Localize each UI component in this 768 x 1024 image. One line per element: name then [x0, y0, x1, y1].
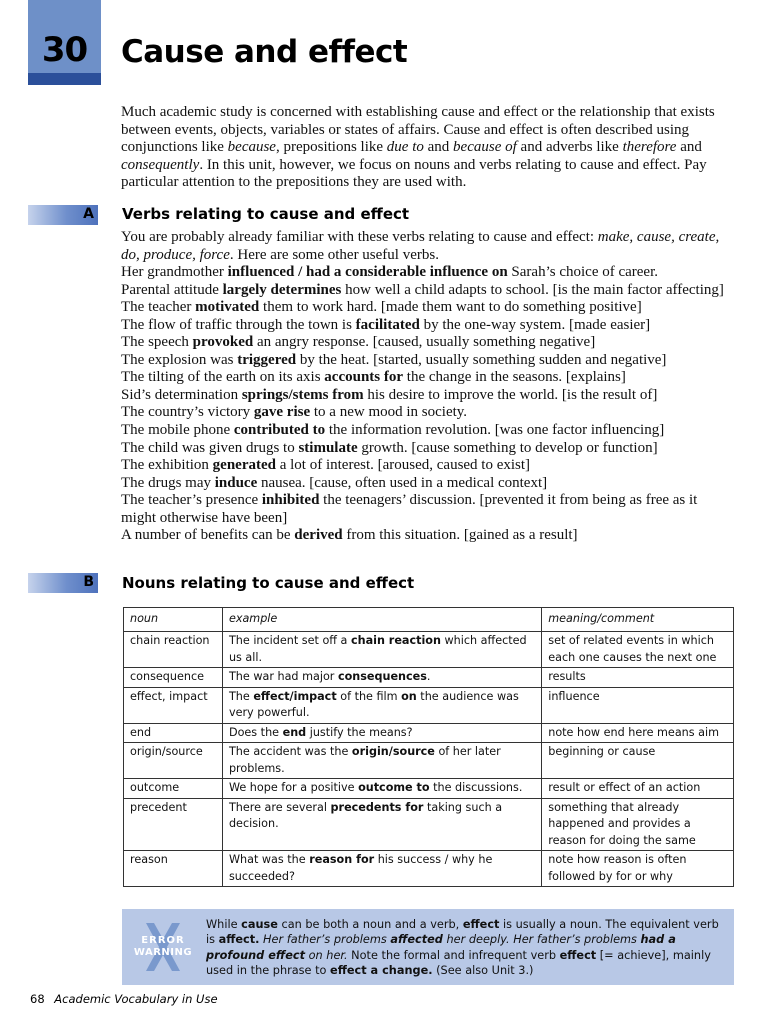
- text-run: There are several: [228, 800, 331, 814]
- noun-cell: outcome: [124, 779, 223, 799]
- text-run: can be both a noun and a verb,: [277, 918, 463, 931]
- text-run: The country’s victory: [121, 404, 254, 421]
- table-row: [124, 743, 734, 779]
- italic-term: her deeply. Her father’s problems: [442, 933, 641, 947]
- italic-term: due to: [386, 139, 424, 156]
- text-run: A number of benefits can be: [121, 527, 295, 544]
- text-run: of the film: [336, 689, 402, 703]
- text-run: the teenagers’ discussion. [prevented it from being as free as it might otherwise have been]: [121, 492, 698, 526]
- text-run: While: [206, 918, 242, 931]
- text-run: Her grandmother: [121, 264, 228, 281]
- text-run: The tilting of the earth on its axis: [121, 369, 325, 386]
- warning-word-1: ERROR: [141, 935, 185, 946]
- text-run: by the one-way system. [made easier]: [419, 316, 651, 333]
- example-sentence: [121, 352, 727, 370]
- text-run: how well a child adapts to school. [is the main factor affecting]: [341, 281, 724, 298]
- italic-term: because of: [453, 139, 517, 156]
- text-run: Note the formal and infrequent verb: [347, 948, 560, 962]
- example-cell: [222, 851, 541, 887]
- bold-term: stimulate: [298, 439, 358, 456]
- text-run: The teacher: [121, 299, 196, 316]
- bold-italic-term: had a profound effect: [206, 933, 676, 962]
- table-row: [124, 687, 734, 723]
- example-sentence: [121, 475, 727, 493]
- text-run: of her later problems.: [228, 745, 501, 775]
- example-sentence: [121, 317, 727, 335]
- unit-number: 30: [41, 30, 88, 70]
- text-run: Does the: [228, 725, 283, 739]
- meaning-cell: influence: [542, 687, 734, 723]
- page-title: Cause and effect: [121, 34, 408, 70]
- text-run: What was the: [228, 853, 310, 866]
- noun-cell: reason: [124, 851, 223, 887]
- text-run: growth. [cause something to develop or function]: [357, 439, 658, 456]
- italic-term: on her.: [305, 948, 348, 962]
- example-cell: [222, 668, 541, 688]
- example-sentence: [121, 457, 727, 475]
- italic-term: Her father’s problems: [263, 933, 391, 947]
- error-warning-box: [122, 909, 734, 985]
- section-b-heading: Nouns relating to cause and effect: [122, 574, 415, 592]
- bold-term: outcome to: [358, 781, 430, 794]
- bold-term: contributed to: [233, 422, 326, 439]
- text-run: his desire to improve the world. [is the result of]: [363, 386, 658, 403]
- bold-term: effect/impact: [253, 689, 337, 703]
- italic-term: consequently: [121, 156, 200, 173]
- text-run: the discussions.: [429, 781, 523, 794]
- bold-term: facilitated: [355, 316, 420, 333]
- bold-term: affect.: [218, 933, 260, 947]
- table-row: [124, 632, 734, 668]
- bold-term: provoked: [192, 334, 254, 351]
- example-sentence: [121, 527, 727, 545]
- text-run: . In this unit, however, we focus on nouns and verbs relating to cause and effect. Pay particular attention to the prepositions they are used with.: [121, 156, 707, 191]
- bold-term: cause: [241, 918, 278, 931]
- italic-term: make, cause, create, do, produce, force: [121, 229, 720, 263]
- text-run: an angry response. [caused, usually something negative]: [253, 334, 596, 351]
- text-run: We hope for a positive: [228, 781, 359, 794]
- example-cell: [222, 798, 541, 851]
- text-run: The exhibition: [121, 457, 213, 474]
- meaning-cell: note how end here means aim: [542, 723, 734, 743]
- bold-term: reason for: [309, 853, 375, 866]
- meaning-cell: set of related events in which each one causes the next one: [542, 632, 734, 668]
- error-warning-icon: [132, 917, 194, 977]
- example-cell: [222, 779, 541, 799]
- bold-term: inhibited: [261, 492, 320, 509]
- text-run: You are probably already familiar with these verbs relating to cause and effect:: [121, 229, 598, 245]
- example-sentence: [121, 440, 727, 458]
- text-run: The incident set off a: [228, 634, 351, 647]
- text-run: the change in the seasons. [explains]: [403, 369, 626, 386]
- bold-term: effect: [559, 948, 597, 962]
- column-header-noun: noun: [124, 608, 223, 632]
- bold-term: effect: [462, 918, 500, 931]
- bold-term: gave rise: [253, 404, 311, 421]
- text-run: The teacher’s presence: [121, 492, 262, 509]
- text-run: Parental attitude: [121, 281, 223, 298]
- text-run: is usually a noun. The equivalent verb is: [206, 918, 719, 947]
- text-run: the audience was very powerful.: [228, 689, 519, 719]
- text-run: The flow of traffic through the town is: [121, 316, 356, 333]
- bold-term: influenced / had a considerable influence on: [227, 264, 508, 281]
- text-run: to a new mood in society.: [310, 404, 468, 421]
- text-run: and: [676, 139, 702, 156]
- bold-term: precedents for: [330, 800, 424, 814]
- example-sentence: [121, 492, 727, 527]
- nouns-table: [123, 607, 734, 887]
- text-run: Sarah’s choice of career.: [507, 264, 659, 281]
- text-run: The speech: [121, 334, 193, 351]
- text-run: and: [423, 139, 454, 156]
- column-header-example: example: [222, 608, 541, 632]
- noun-cell: precedent: [124, 798, 223, 851]
- text-run: The child was given drugs to: [121, 439, 299, 456]
- bold-term: chain reaction: [350, 634, 441, 647]
- example-sentence: [121, 387, 727, 405]
- meaning-cell: something that already happened and provides a reason for doing the same: [542, 798, 734, 851]
- text-run: The mobile phone: [121, 422, 234, 439]
- meaning-cell: results: [542, 668, 734, 688]
- noun-cell: end: [124, 723, 223, 743]
- noun-cell: origin/source: [124, 743, 223, 779]
- table-row: [124, 723, 734, 743]
- table-row: [124, 668, 734, 688]
- text-run: and adverbs like: [516, 139, 623, 156]
- section-a-tab: [28, 205, 98, 225]
- table-row: [124, 851, 734, 887]
- example-sentence: [121, 369, 727, 387]
- bold-term: induce: [214, 474, 258, 491]
- bold-term: springs/stems from: [241, 386, 364, 403]
- bold-term: largely determines: [222, 281, 342, 298]
- section-a-body: [121, 229, 727, 545]
- intro-paragraph: [121, 104, 727, 192]
- italic-term: therefore: [622, 139, 677, 156]
- example-sentence: [121, 264, 727, 282]
- unit-number-box: [28, 0, 101, 85]
- section-b-letter: B: [83, 574, 94, 590]
- meaning-cell: result or effect of an action: [542, 779, 734, 799]
- text-run: by the heat. [started, usually something sudden and negative]: [296, 351, 667, 368]
- example-sentence: [121, 404, 727, 422]
- noun-cell: effect, impact: [124, 687, 223, 723]
- text-run: The: [228, 689, 254, 703]
- bold-term: derived: [294, 527, 343, 544]
- example-sentence: [121, 229, 727, 264]
- text-run: taking such a decision.: [228, 800, 503, 830]
- table-row: [124, 798, 734, 851]
- example-cell: [222, 687, 541, 723]
- section-a-letter: A: [83, 206, 94, 222]
- text-run: Much academic study is concerned with establishing cause and effect or the relationship that exists between events, objects, variables or states of affairs. Cause and effect is often described using conjunctions like: [121, 104, 715, 156]
- text-run: , prepositions like: [275, 139, 387, 156]
- italic-term: because: [227, 139, 276, 156]
- warning-word-2: WARNING: [133, 947, 193, 958]
- text-run: The accident was the: [228, 745, 352, 758]
- example-cell: [222, 743, 541, 779]
- example-sentence: [121, 334, 727, 352]
- bold-term: triggered: [237, 351, 297, 368]
- example-cell: [222, 632, 541, 668]
- bold-term: on: [401, 689, 417, 703]
- text-run: Sid’s determination: [121, 386, 242, 403]
- text-run: The war had major: [228, 670, 338, 683]
- text-run: justify the means?: [306, 725, 413, 739]
- text-run: a lot of interest. [aroused, caused to exist]: [275, 457, 531, 474]
- example-sentence: [121, 282, 727, 300]
- example-cell: [222, 723, 541, 743]
- example-sentence: [121, 299, 727, 317]
- column-header-meaning: meaning/comment: [542, 608, 734, 632]
- bold-term: origin/source: [351, 745, 435, 758]
- section-b-tab: [28, 573, 98, 593]
- text-run: . Here are some other useful verbs.: [229, 246, 439, 263]
- section-a-heading: Verbs relating to cause and effect: [122, 205, 410, 223]
- bold-term: generated: [212, 457, 276, 474]
- noun-cell: chain reaction: [124, 632, 223, 668]
- book-title: Academic Vocabulary in Use: [54, 992, 218, 1006]
- page-number: 68: [30, 992, 45, 1006]
- bold-italic-term: affected: [390, 933, 443, 947]
- bold-term: effect a change.: [330, 964, 433, 978]
- text-run: nausea. [cause, often used in a medical context]: [257, 474, 548, 491]
- bold-term: end: [282, 725, 307, 739]
- text-run: The drugs may: [121, 474, 215, 491]
- table-row: [124, 779, 734, 799]
- text-run: (See also Unit 3.): [432, 964, 534, 978]
- example-sentence: [121, 422, 727, 440]
- page-footer: [30, 992, 218, 1006]
- warning-text: [206, 917, 726, 979]
- text-run: his success / why he succeeded?: [228, 853, 493, 883]
- bold-term: motivated: [195, 299, 260, 316]
- unit-box-strip: [28, 73, 101, 85]
- table-header-row: [124, 608, 734, 632]
- text-run: the information revolution. [was one factor influencing]: [325, 422, 665, 439]
- noun-cell: consequence: [124, 668, 223, 688]
- text-run: which affected us all.: [228, 634, 527, 664]
- text-run: them to work hard. [made them want to do something positive]: [259, 299, 642, 316]
- meaning-cell: beginning or cause: [542, 743, 734, 779]
- text-run: .: [426, 670, 431, 683]
- text-run: [= achieve], mainly used in the phrase to: [206, 948, 711, 978]
- text-run: from this situation. [gained as a result]: [342, 527, 578, 544]
- text-run: The explosion was: [121, 351, 238, 368]
- bold-term: consequences: [337, 670, 427, 683]
- bold-term: accounts for: [324, 369, 404, 386]
- meaning-cell: note how reason is often followed by for or why: [542, 851, 734, 887]
